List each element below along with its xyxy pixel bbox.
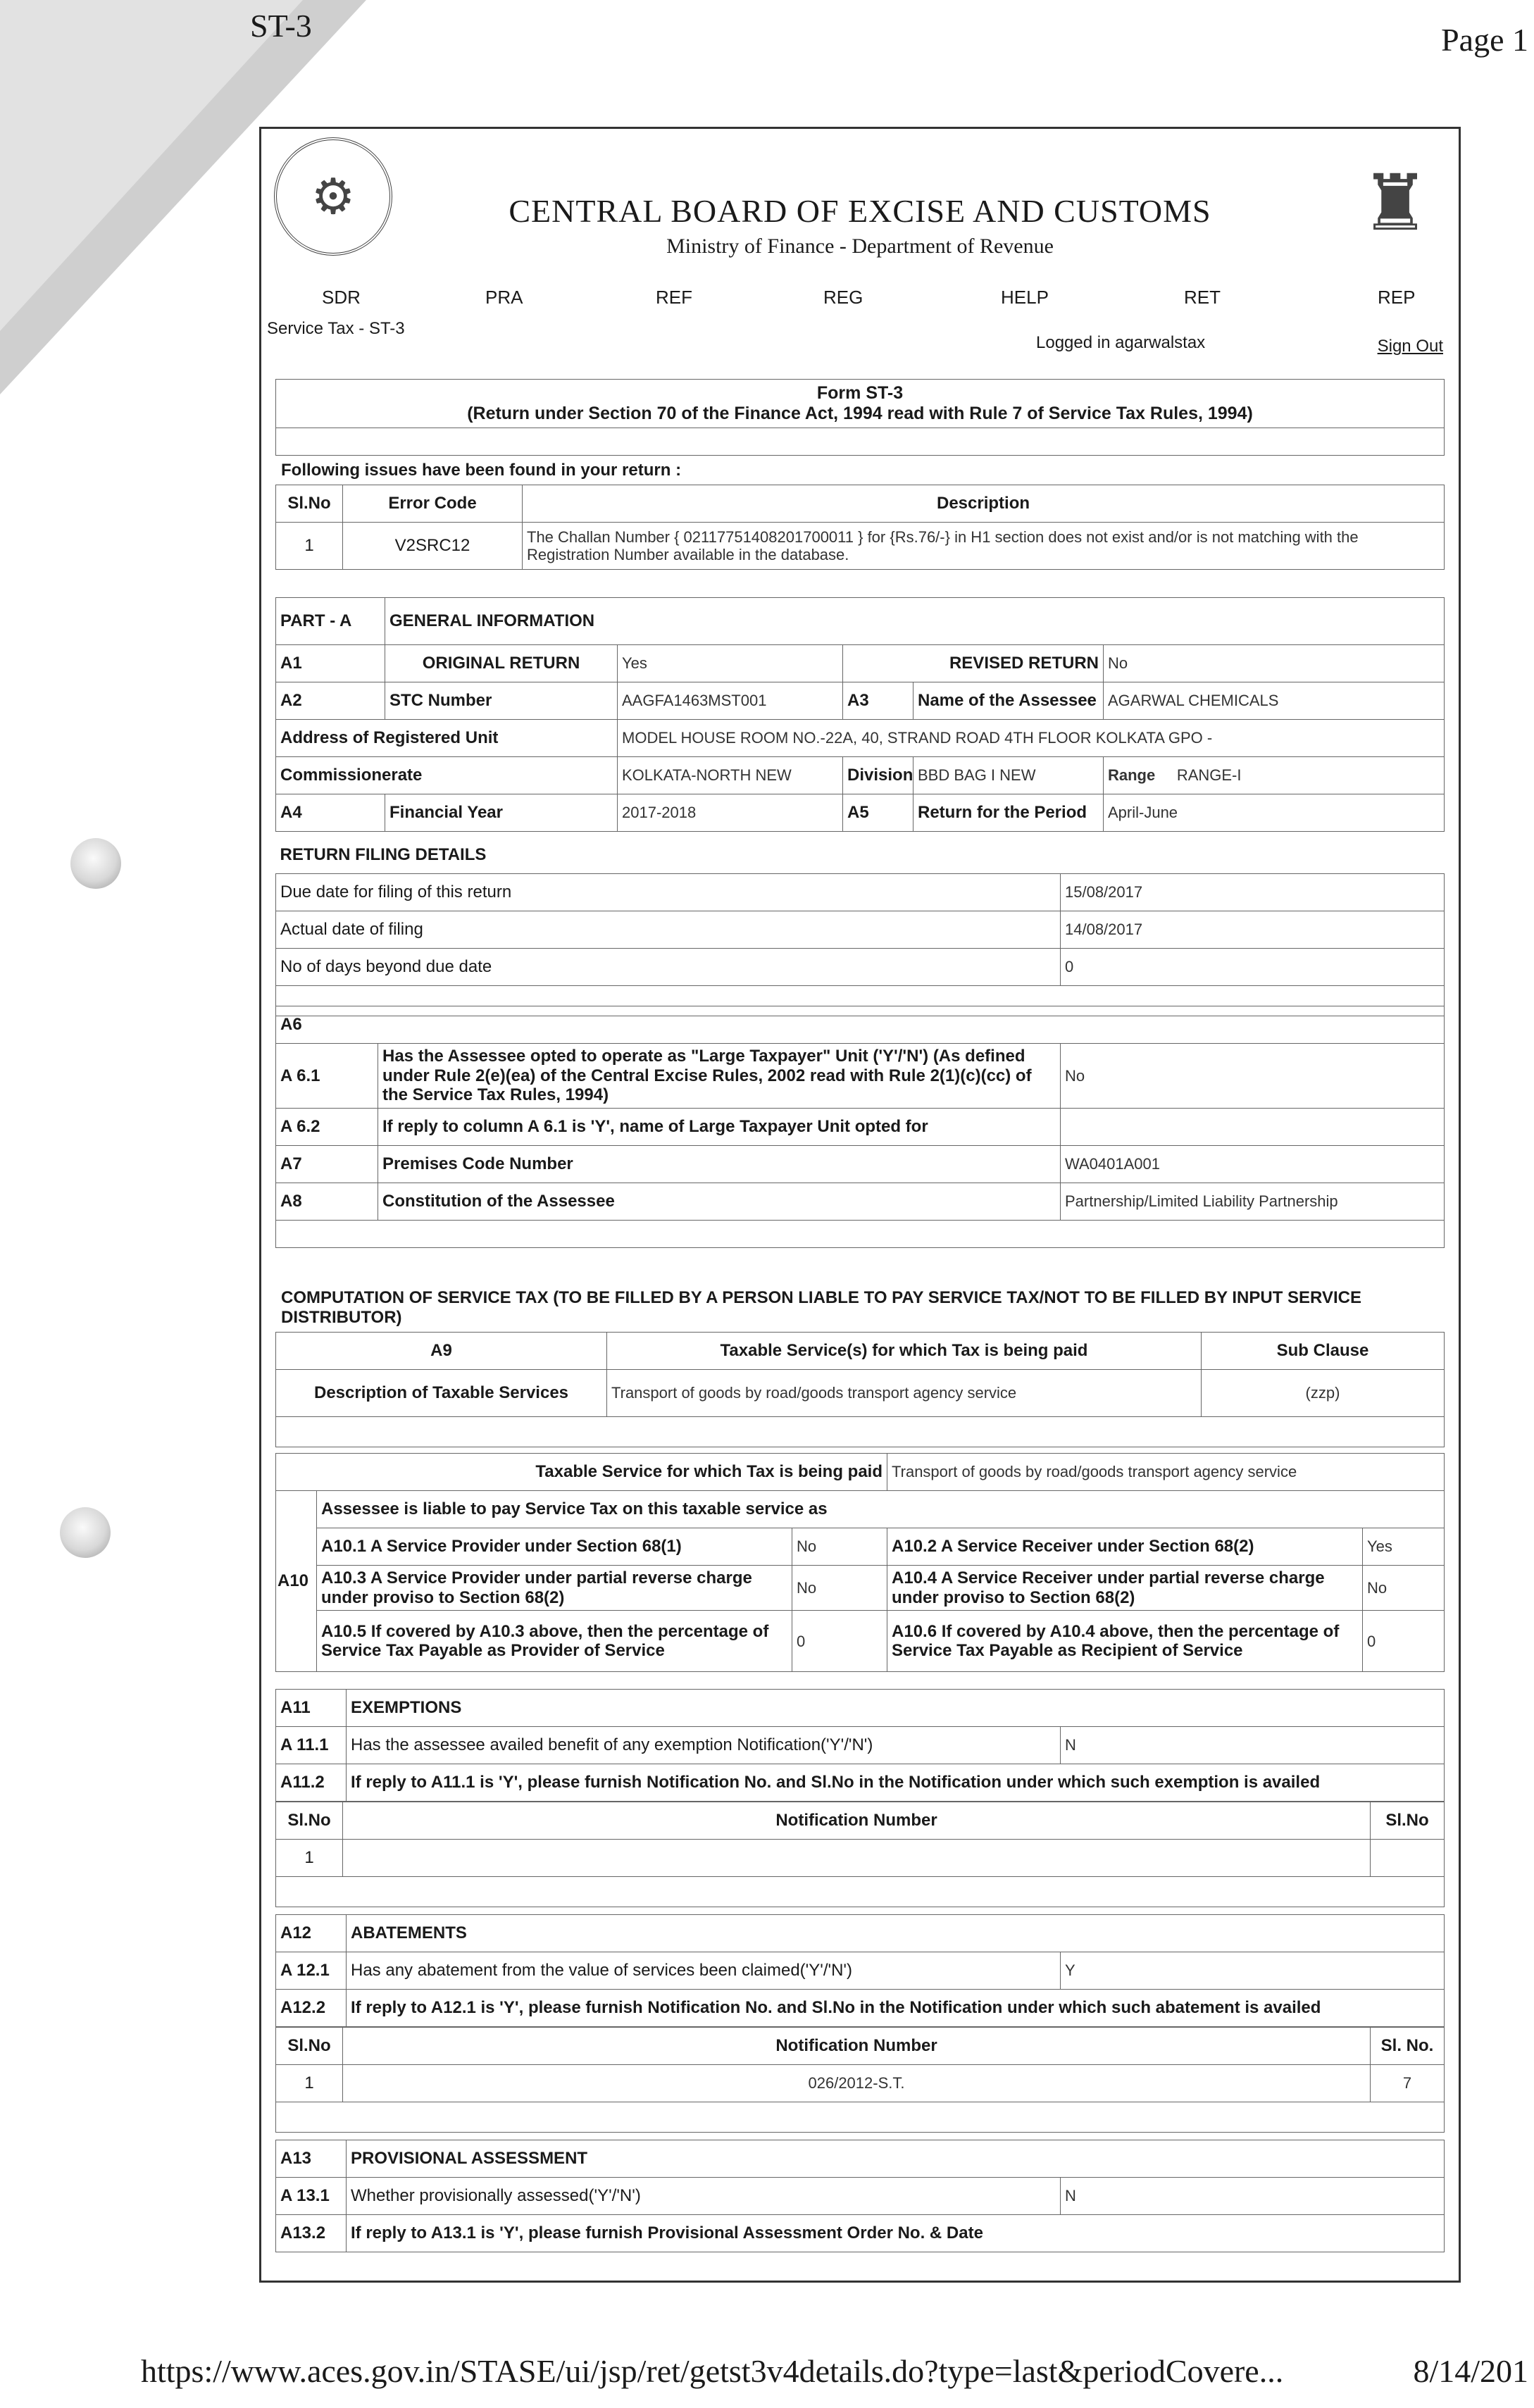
table-row	[276, 523, 1445, 570]
division-value: BBD BAG I NEW	[913, 757, 1104, 794]
subclause-value: (zzp)	[1202, 1370, 1445, 1417]
commissionerate-label: Commissionerate	[276, 757, 618, 794]
form-title	[276, 380, 1445, 428]
nav-rep[interactable]: REP	[1378, 287, 1416, 308]
a11-block	[275, 1689, 1445, 1907]
org-title: CENTRAL BOARD OF EXCISE AND CUSTOMS	[509, 193, 1211, 229]
stc-value: AAGFA1463MST001	[618, 682, 843, 720]
period-value: April-June	[1104, 794, 1445, 832]
address-label: Address of Registered Unit	[276, 720, 618, 757]
due-date-value: 15/08/2017	[1061, 874, 1445, 911]
issue-desc: The Challan Number { 02117751408201700011 } for {Rs.76/-} in H1 section does not exist and/or is not matching with the Registration Number available in the database.	[523, 523, 1445, 570]
spacer-row	[276, 2102, 1445, 2133]
days-beyond-label: No of days beyond due date	[276, 949, 1061, 986]
a12-code: A12	[276, 1915, 347, 1952]
a11-code: A11	[276, 1690, 347, 1727]
range-value: RANGE-I	[1176, 766, 1242, 785]
table-row	[276, 1183, 1445, 1220]
a12-row-sl: 1	[276, 2065, 343, 2102]
a12-col-sl: Sl.No	[276, 2028, 343, 2065]
a111-question: Has the assessee availed benefit of any exemption Notification('Y'/'N')	[347, 1727, 1061, 1764]
table-row	[276, 874, 1445, 911]
a122-code: A12.2	[276, 1990, 347, 2027]
form-frame	[259, 127, 1461, 2283]
computation-block	[275, 1284, 1445, 1447]
a11-row-sl: 1	[276, 1840, 343, 1877]
logged-in-label: Logged in agarwalstax	[1036, 333, 1206, 352]
a62-text: If reply to column A 6.1 is 'Y', name of Large Taxpayer Unit opted for	[378, 1108, 1061, 1145]
a13-code: A13	[276, 2140, 347, 2178]
form-title-text: Form ST-3	[816, 383, 904, 404]
nav-help[interactable]: HELP	[1001, 287, 1049, 308]
a12-col-notif: Notification Number	[343, 2028, 1371, 2065]
a105-value: 0	[792, 1611, 887, 1672]
cbec-seal-icon: ⚙	[274, 137, 392, 256]
a111-code: A 11.1	[276, 1727, 347, 1764]
ministry-subtitle: Ministry of Finance - Department of Revenue	[666, 235, 1054, 258]
page-label: Page 1	[1441, 22, 1528, 58]
a6-label: A6	[276, 1006, 1445, 1044]
issues-col-code: Error Code	[343, 485, 523, 523]
address-value: MODEL HOUSE ROOM NO.-22A, 40, STRAND ROAD 4TH FLOOR KOLKATA GPO -	[618, 720, 1445, 757]
spacer-row	[276, 1877, 1445, 1907]
fy-value: 2017-2018	[618, 794, 843, 832]
range-label: Range	[1108, 766, 1156, 785]
a121-code: A 12.1	[276, 1952, 347, 1990]
a62-code: A 6.2	[276, 1108, 378, 1145]
a105-label: A10.5 If covered by A10.3 above, then the percentage of Service Tax Payable as Provider of Service	[317, 1611, 792, 1672]
a103-value: No	[792, 1566, 887, 1611]
sign-out-link[interactable]: Sign Out	[1377, 337, 1443, 356]
a11-row-notif	[343, 1840, 1371, 1877]
a7-text: Premises Code Number	[378, 1145, 1061, 1183]
original-return-label: ORIGINAL RETURN	[385, 645, 618, 682]
punch-hole-bottom	[60, 1507, 111, 1558]
due-date-label: Due date for filing of this return	[276, 874, 1061, 911]
table-row	[276, 1108, 1445, 1145]
nav-pra[interactable]: PRA	[485, 287, 523, 308]
header-band	[261, 129, 1459, 305]
part-a-label: PART - A	[276, 598, 385, 645]
a8-value: Partnership/Limited Liability Partnership	[1061, 1183, 1445, 1220]
exemptions-heading: EXEMPTIONS	[347, 1690, 1445, 1727]
days-beyond-value: 0	[1061, 949, 1445, 986]
a12-row-sl2: 7	[1371, 2065, 1445, 2102]
a8-code: A8	[276, 1183, 378, 1220]
a11-row-sl2	[1371, 1840, 1445, 1877]
a132-question: If reply to A13.1 is 'Y', please furnish Provisional Assessment Order No. & Date	[347, 2215, 1445, 2252]
a10-code: A10	[276, 1491, 317, 1672]
a61-value: No	[1061, 1044, 1445, 1109]
table-row	[276, 1145, 1445, 1183]
general-info-heading: GENERAL INFORMATION	[385, 598, 1445, 645]
table-row	[276, 2065, 1445, 2102]
table-row	[276, 949, 1445, 986]
table-row	[276, 1044, 1445, 1109]
nav-sdr[interactable]: SDR	[322, 287, 361, 308]
issues-heading: Following issues have been found in your return :	[281, 461, 682, 480]
a10-taxable-value: Transport of goods by road/goods transport agency service	[887, 1454, 1445, 1491]
filing-heading: RETURN FILING DETAILS	[276, 837, 1445, 874]
issue-code: V2SRC12	[343, 523, 523, 570]
issue-sl: 1	[276, 523, 343, 570]
period-label: Return for the Period	[913, 794, 1104, 832]
top-nav	[261, 287, 1459, 315]
a122-question: If reply to A12.1 is 'Y', please furnish Notification No. and Sl.No in the Notification under which such abatement is availed	[347, 1990, 1445, 2027]
provisional-heading: PROVISIONAL ASSESSMENT	[347, 2140, 1445, 2178]
a12-row-notif: 026/2012-S.T.	[343, 2065, 1371, 2102]
a12-block	[275, 1914, 1445, 2133]
a104-value: No	[1363, 1566, 1445, 1611]
a8-text: Constitution of the Assessee	[378, 1183, 1061, 1220]
a61-text: Has the Assessee opted to operate as "Large Taxpayer" Unit ('Y'/'N') (As defined under Rule 2(e)(ea) of the Central Excise Rules, 2002 read with Rule 2(1)(c)(cc) of the Service Tax Rules, 1994)	[378, 1044, 1061, 1109]
a5-code: A5	[843, 794, 913, 832]
a112-question: If reply to A11.1 is 'Y', please furnish Notification No. and Sl.No in the Notification under which such exemption is availed	[347, 1764, 1445, 1802]
a131-value: N	[1061, 2178, 1445, 2215]
assessee-value: AGARWAL CHEMICALS	[1104, 682, 1445, 720]
a111-value: N	[1060, 1727, 1444, 1764]
a106-value: 0	[1363, 1611, 1445, 1672]
computation-heading: COMPUTATION OF SERVICE TAX (TO BE FILLED BY A PERSON LIABLE TO PAY SERVICE TAX/NOT TO BE FILLED BY INPUT SERVICE DISTRIBUTOR)	[281, 1288, 1361, 1327]
a112-code: A11.2	[276, 1764, 347, 1802]
a101-value: No	[792, 1528, 887, 1566]
issues-col-desc: Description	[523, 485, 1445, 523]
assessee-label: Name of the Assessee	[913, 682, 1104, 720]
a4-code: A4	[276, 794, 385, 832]
footer-date: 8/14/201	[1413, 2353, 1528, 2389]
taxable-col-header: Taxable Service(s) for which Tax is being paid	[607, 1333, 1202, 1370]
part-a-block	[275, 597, 1445, 832]
stc-label: STC Number	[385, 682, 618, 720]
revised-return-label: REVISED RETURN	[843, 645, 1104, 682]
a12-col-sl2: Sl. No.	[1371, 2028, 1445, 2065]
spacer-row	[276, 428, 1445, 456]
a7-value: WA0401A001	[1061, 1145, 1445, 1183]
a62-value	[1061, 1108, 1445, 1145]
form-title-block	[275, 379, 1445, 456]
form-subtitle: (Return under Section 70 of the Finance Act, 1994 read with Rule 7 of Service Tax Rules, 1994)	[467, 404, 1253, 423]
a11-col-sl2: Sl.No	[1371, 1802, 1445, 1840]
range-cell	[1104, 757, 1445, 794]
a10-taxable-label: Taxable Service for which Tax is being paid	[276, 1454, 887, 1491]
a13-block	[275, 2140, 1445, 2252]
nav-ref[interactable]: REF	[656, 287, 692, 308]
a102-value: Yes	[1363, 1528, 1445, 1566]
a121-question: Has any abatement from the value of services been claimed('Y'/'N')	[347, 1952, 1061, 1990]
a3-code: A3	[843, 682, 913, 720]
a11-col-notif: Notification Number	[343, 1802, 1371, 1840]
a131-code: A 13.1	[276, 2178, 347, 2215]
a2-code: A2	[276, 682, 385, 720]
a101-label: A10.1 A Service Provider under Section 68(1)	[317, 1528, 792, 1566]
a131-question: Whether provisionally assessed('Y'/'N')	[347, 2178, 1061, 2215]
a132-code: A13.2	[276, 2215, 347, 2252]
a11-col-sl: Sl.No	[276, 1802, 343, 1840]
table-row	[276, 1840, 1445, 1877]
commissionerate-value: KOLKATA-NORTH NEW	[618, 757, 843, 794]
subclause-col-header: Sub Clause	[1202, 1333, 1445, 1370]
fy-label: Financial Year	[385, 794, 618, 832]
division-label: Division	[843, 757, 913, 794]
a10-liable: Assessee is liable to pay Service Tax on this taxable service as	[317, 1491, 1445, 1528]
service-label: Service Tax - ST-3	[267, 319, 405, 338]
original-return-value: Yes	[618, 645, 843, 682]
issues-col-sl: Sl.No	[276, 485, 343, 523]
punch-hole-top	[70, 838, 121, 889]
a9-code: A9	[276, 1333, 607, 1370]
issues-block	[275, 456, 1445, 570]
spacer-row	[276, 1220, 1445, 1247]
actual-date-value: 14/08/2017	[1061, 911, 1445, 949]
a106-label: A10.6 If covered by A10.4 above, then the percentage of Service Tax Payable as Recipient of Service	[887, 1611, 1363, 1672]
a103-label: A10.3 A Service Provider under partial reverse charge under proviso to Section 68(2)	[317, 1566, 792, 1611]
revised-return-value: No	[1104, 645, 1445, 682]
filing-block	[275, 837, 1445, 1016]
a104-label: A10.4 A Service Receiver under partial reverse charge under proviso to Section 68(2)	[887, 1566, 1363, 1611]
spacer-row	[276, 1417, 1445, 1447]
abatements-heading: ABATEMENTS	[347, 1915, 1445, 1952]
actual-date-label: Actual date of filing	[276, 911, 1061, 949]
taxable-service-value: Transport of goods by road/goods transport agency service	[607, 1370, 1202, 1417]
nav-reg[interactable]: REG	[823, 287, 863, 308]
nav-ret[interactable]: RET	[1184, 287, 1221, 308]
a7-code: A7	[276, 1145, 378, 1183]
table-row	[276, 911, 1445, 949]
a61-code: A 6.1	[276, 1044, 378, 1109]
footer-url: https://www.aces.gov.in/STASE/ui/jsp/ret/getst3v4details.do?type=last&periodCovere...	[141, 2353, 1284, 2389]
a1-code: A1	[276, 645, 385, 682]
desc-taxable-label: Description of Taxable Services	[276, 1370, 607, 1417]
folded-corner-inner	[0, 0, 303, 331]
a102-label: A10.2 A Service Receiver under Section 68(2)	[887, 1528, 1363, 1566]
ashoka-emblem-icon: ♜	[1360, 160, 1430, 247]
a121-value: Y	[1060, 1952, 1444, 1990]
a6-block	[275, 1006, 1445, 1248]
a10-block	[275, 1453, 1445, 1672]
doc-code: ST-3	[250, 8, 312, 44]
